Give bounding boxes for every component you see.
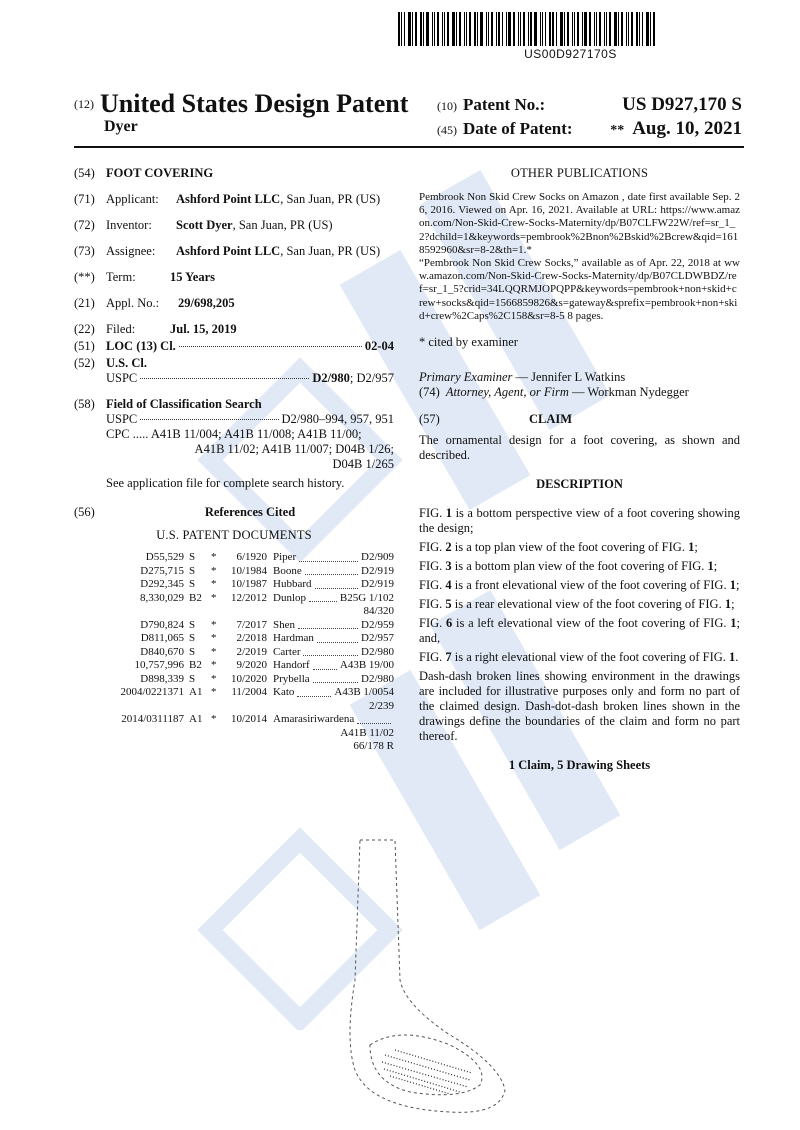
title-text: United States Design Patent [100,89,409,118]
filed-label: Filed: [106,322,136,336]
barcode-bar [604,12,605,46]
field-num: (52) [74,356,95,370]
ref-kind: A1 [189,686,203,698]
barcode-bar [639,12,640,46]
reference-row [74,673,394,687]
code-45: (45) [437,123,457,137]
search-history-note: See application file for complete search history. [106,476,345,490]
barcode [398,12,743,46]
ref-patent-number: D811,065 [140,632,184,644]
field-num: (51) [74,339,95,353]
ref-class-cont: 2/239 [368,699,394,712]
figure-descriptions [419,506,740,665]
ref-kind: B2 [189,591,202,604]
barcode-bar [496,12,497,46]
ref-name: Piper [273,551,297,563]
barcode-bar [609,12,611,46]
barcode-bar [477,12,478,46]
references-header: (56) References Cited [74,505,296,519]
inventor-short: Dyer [104,118,138,135]
cited-note: * cited by examiner [419,335,518,350]
assignee-value: Ashford Point LLC, San Juan, PR (US) [176,244,381,258]
header-right [437,94,742,142]
us-class: U.S. Cl. USPC D2/980 ; D2/957 [106,356,394,385]
patent-no-label: Patent No.: [463,95,546,114]
barcode-bar [599,12,601,46]
barcode-bar [502,12,503,46]
ref-star: * [211,713,217,725]
barcode-bar [564,12,565,46]
barcode-bar [444,12,445,46]
barcode-bar [447,12,449,46]
barcode-bar [488,12,489,46]
barcode-bar [577,12,579,46]
barcode-bar [456,12,457,46]
other-publications-title: OTHER PUBLICATIONS [510,166,649,180]
applicant-label: Applicant: [106,192,159,206]
ref-patent-number: 2004/0221371 [120,686,184,698]
barcode-bar [523,12,525,46]
ref-kind: S [189,645,196,658]
ref-patent-number: D55,529 [145,551,184,563]
barcode-bar [545,12,546,46]
design-title: FOOT COVERING [106,166,214,180]
barcode-bar [437,12,439,46]
barcode-bar [621,12,623,46]
barcode-bar [650,12,651,46]
barcode-bar [466,12,467,46]
code-12: (12) [74,97,94,111]
publication-2: “Pembrook Non Skid Crew Socks,” available as of Apr. 22, 2018 at www.amazon.com/Non-Skid-Crew-Socks-Maternity/dp/B07CLDWBDZ/ref=sr_1_5?crid=34LQQRMJOPQPP&keywords=pembrook+non+skid+crew+socks&qid=1566859826&s=gateway&sprefix=pembrook+non+skid+crew%2Caps%2C158&sr=8-5 8 pages. [419,257,740,322]
ref-name: Dunlop [273,591,306,604]
barcode-bar [596,12,597,46]
barcode-bar [420,12,422,46]
barcode-bar [412,12,413,46]
filed-value: Jul. 15, 2019 [170,322,237,336]
ref-star: * [211,645,217,658]
barcode-bar [646,12,649,46]
barcode-bar [513,12,515,46]
barcode-bar [434,12,435,46]
ref-kind: A1 [189,713,203,725]
barcode-bar [560,12,563,46]
header-rule [74,146,744,148]
ref-class-cont: A41B 11/02 [340,726,394,739]
ref-class: D2/919 [361,578,394,590]
barcode-bar [628,12,629,46]
ref-name: Boone [273,564,302,577]
field-num: (72) [74,218,95,232]
patent-number: US D927,170 S [622,94,742,115]
ref-class-cont: 84/320 [363,605,394,617]
barcode-bar [491,12,493,46]
ref-star: * [211,578,217,590]
ref-name-class [267,592,394,606]
field-num: (71) [74,192,95,206]
barcode-bar [452,12,455,46]
ref-patent-number: D790,824 [140,618,184,631]
ref-name: Shen [273,618,295,631]
barcode-bar [408,12,411,46]
code-10: (10) [437,99,457,113]
ref-date: 11/2004 [231,686,267,698]
reference-row [74,646,394,660]
ref-star: * [211,686,217,698]
ref-name: Handorf [273,659,310,671]
ref-name: Hardman [273,632,314,644]
field-num: (73) [74,244,95,258]
ref-patent-number: 10,757,996 [134,659,184,671]
ref-class: A43B 1/0054 [334,686,394,698]
term-label: Term: [106,270,136,284]
reference-row [74,713,394,727]
ref-date: 2/2019 [236,645,267,658]
barcode-bar [567,12,569,46]
figure-description: FIG. 3 is a bottom plan view of the foot covering of FIG. 1; [419,559,718,574]
ref-kind: S [189,564,196,577]
barcode-bar [423,12,424,46]
appl-no-value: 29/698,205 [178,296,235,310]
appl-no-label: Appl. No.: [106,296,160,310]
ref-patent-number: D275,715 [140,564,184,577]
ref-kind: S [189,672,196,685]
attorney: (74) Attorney, Agent, or Firm — Workman Nydegger [419,385,689,400]
barcode-bar [520,12,521,46]
barcode-bar [589,12,591,46]
figure-description: FIG. 7 is a right elevational view of the foot covering of FIG. 1. [419,650,739,665]
barcode-bar [498,12,500,46]
ref-date: 10/1984 [230,564,267,577]
ref-star: * [211,591,217,604]
dash-lines-text: Dash-dash broken lines showing environment in the drawings are included for illustrative purposes only and form no part of the claimed design. Dash-dot-dash broken lines shown in the drawings define the boundaries of the claim and form no part thereof. [419,669,740,744]
patent-type-title [74,89,408,119]
claims-sheets-count: 1 Claim, 5 Drawing Sheets [508,758,651,773]
barcode-bar [606,12,607,46]
ref-date: 10/2020 [230,672,267,685]
barcode-bar [582,12,583,46]
ref-date: 7/2017 [236,618,267,631]
barcode-bar [653,12,655,46]
figure-description: FIG. 1 is a bottom perspective view of a foot covering showing the design; [419,506,740,536]
ref-star: * [211,564,217,577]
date-row [437,118,742,142]
ref-name: Amarasiriwardena [273,713,355,725]
ref-star: * [211,659,217,671]
ref-class: D2/957 [361,632,394,644]
barcode-bar [642,12,643,46]
ref-name: Carter [273,645,301,658]
primary-examiner: Primary Examiner — Jennifer L Watkins [419,370,626,385]
barcode-bar [401,12,402,46]
ref-kind: S [189,618,196,631]
claim-text: The ornamental design for a foot covering, as shown and described. [419,433,740,463]
barcode-bar [584,12,587,46]
ref-patent-number: D898,339 [140,672,184,685]
barcode-bar [459,12,461,46]
patent-date: Aug. 10, 2021 [632,118,742,139]
barcode-bar [486,12,487,46]
ref-kind: B2 [189,659,202,671]
ref-kind: S [189,632,196,644]
ref-patent-number: D840,670 [140,645,184,658]
barcode-bar [474,12,476,46]
ref-name: Kato [273,686,295,698]
foot-covering-drawing [300,830,530,1120]
date-mark: ** [610,123,625,138]
ref-patent-number: D292,345 [140,578,184,590]
barcode-bar [626,12,627,46]
ref-class: A43B 19/00 [339,659,394,671]
barcode-bar [540,12,541,46]
us-patent-docs-title: U.S. PATENT DOCUMENTS [156,528,312,542]
right-column [419,166,740,773]
field-num: (22) [74,322,95,336]
assignee-label: Assignee: [106,244,156,258]
publications [419,191,740,323]
ref-date: 9/2020 [236,659,267,671]
field-num: (54) [74,166,95,180]
barcode-bar [618,12,619,46]
barcode-bar [614,12,617,46]
barcode-bar [506,12,507,46]
barcode-bar [518,12,519,46]
barcode-bar [469,12,471,46]
ref-kind: S [189,551,196,563]
figure-description: FIG. 2 is a top plan view of the foot covering of FIG. 1; [419,540,698,555]
barcode-bar [404,12,405,46]
left-column [74,166,394,754]
ref-class: D2/980 [361,672,394,685]
barcode-bar [508,12,511,46]
barcode-bar [549,12,551,46]
field-num: (**) [74,270,95,284]
barcode-bar [631,12,633,46]
barcode-bar [542,12,543,46]
ref-name: Hubbard [273,578,312,590]
ref-name: Prybella [273,672,310,685]
ref-class: D2/980 [361,645,394,658]
date-label: Date of Patent: [463,119,573,138]
barcode-bar [426,12,429,46]
ref-date: 12/2012 [230,591,267,604]
loc-class: LOC (13) Cl. 02-04 [106,339,394,353]
barcode-bar [594,12,595,46]
barcode-bar [398,12,400,46]
field-num: (21) [74,296,95,310]
barcode-bar [442,12,443,46]
applicant-value: Ashford Point LLC, San Juan, PR (US) [176,192,381,206]
ref-patent-number: 8,330,029 [140,591,184,604]
ref-kind: S [189,578,196,590]
ref-star: * [211,672,217,685]
ref-patent-number: 2014/0311187 [121,713,184,725]
references-list [74,551,394,754]
ref-class-cont: 66/178 R [353,740,394,752]
ref-star: * [211,618,217,631]
ref-date: 6/1920 [236,551,267,563]
reference-row [74,578,394,592]
ref-name-class [267,686,394,700]
barcode-bar [464,12,465,46]
ref-star: * [211,551,217,563]
barcode-bar [528,12,529,46]
ref-class: D2/919 [361,564,394,577]
ref-date: 2/2018 [236,632,267,644]
ref-star: * [211,632,217,644]
barcode-bar [636,12,638,46]
figure-description: FIG. 6 is a left elevational view of the foot covering of FIG. 1; and, [419,616,740,646]
description-title: DESCRIPTION [536,477,623,492]
barcode-bar [480,12,483,46]
barcode-bar [415,12,417,46]
ref-class: D2/909 [361,551,394,563]
ref-name-class [267,713,394,727]
reference-row [74,686,394,700]
ref-class: B25G 1/102 [339,591,394,604]
barcode-bar [432,12,433,46]
barcode-bar [572,12,573,46]
figure-description: FIG. 5 is a rear elevational view of the foot covering of FIG. 1; [419,597,735,612]
barcode-bar [530,12,532,46]
classification-search: Field of Classification Search USPC D2/980–994, 957, 951 CPC ..... A41B 11/004; A41B 11/008; A41B 11/00; A41B 11/02; A41B 11/007; D04B 1/26; D04B 1/265 [106,397,394,471]
publication-1: Pembrook Non Skid Crew Socks on Amazon , date first available Sep. 26, 2016. Viewed on Apr. 16, 2021. Available at URL: https://www.amazon.com/Non-Skid-Crew-Socks-Maternity/dp/B07CLFW22W/ref=sr_1_2?dchild=1&keywords=pembrook%2Bnon%2Bskid%2Bcrew&qid=1618592960&sr=8-2&th=1.* [419,191,740,256]
inventor-value: Scott Dyer, San Juan, PR (US) [176,218,333,232]
patent-number-row [437,94,742,118]
barcode-number: US00D927170S [524,47,617,61]
ref-date: 10/2014 [230,713,267,725]
barcode-bar [574,12,575,46]
barcode-bar [534,12,537,46]
figure-description: FIG. 4 is a front elevational view of the foot covering of FIG. 1; [419,578,740,593]
claim-header: (57) CLAIM [419,412,573,427]
ref-class: D2/959 [361,618,394,631]
term-value: 15 Years [170,270,216,284]
inventor-label: Inventor: [106,218,152,232]
barcode-bar [556,12,557,46]
ref-date: 10/1987 [230,578,267,590]
barcode-bar [552,12,554,46]
field-num: (58) [74,397,95,411]
reference-row [74,592,394,606]
